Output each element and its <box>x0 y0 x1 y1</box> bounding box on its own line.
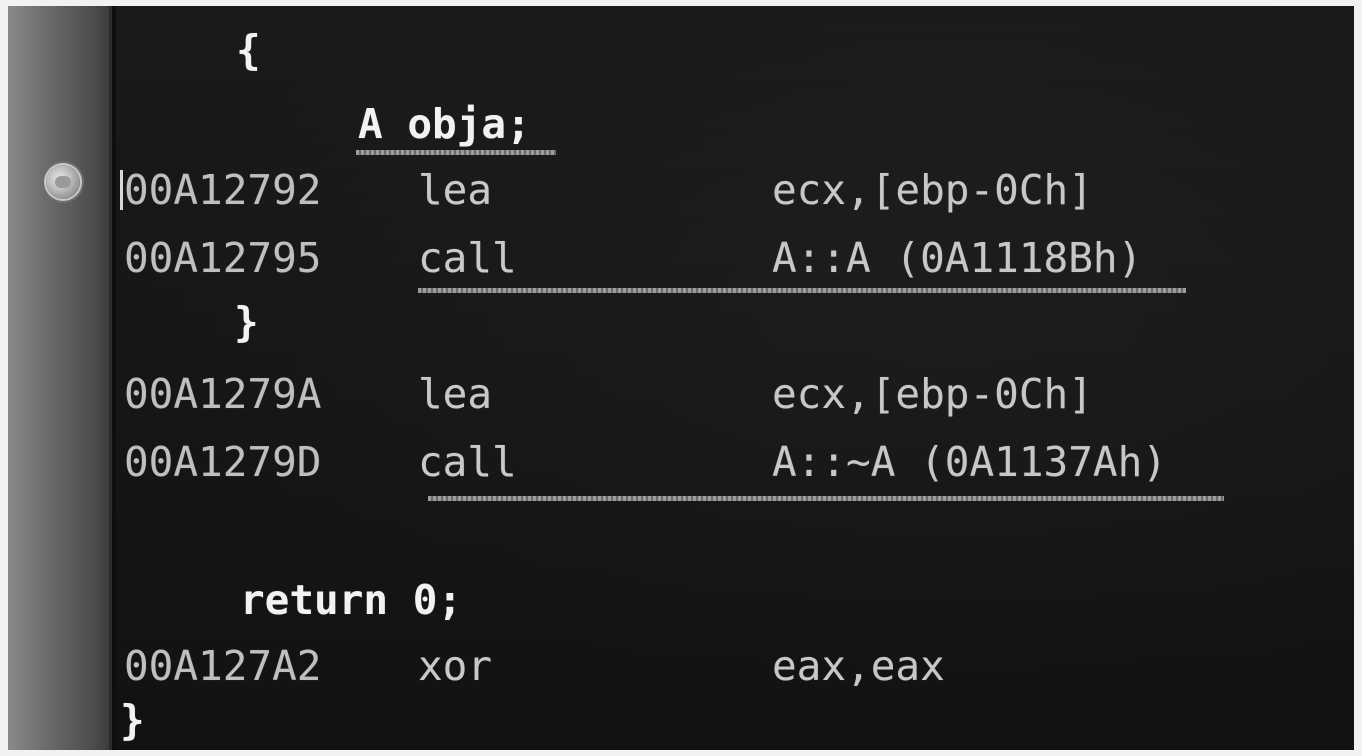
row-mnemonic: call <box>418 234 517 282</box>
declaration-underline <box>356 150 556 155</box>
row-address: 00A12795 <box>124 234 322 282</box>
source-final-brace: } <box>120 696 145 744</box>
source-return: return 0; <box>240 576 463 624</box>
row-operands: A::A (0A1118Bh) <box>772 234 1143 282</box>
row-address: 00A1279D <box>124 438 322 486</box>
source-declaration: A obja; <box>358 100 531 148</box>
row-operands: ecx,[ebp-0Ch] <box>772 370 1093 418</box>
source-close-brace: } <box>234 298 259 346</box>
disassembly-window <box>8 6 1354 750</box>
row-operands: ecx,[ebp-0Ch] <box>772 166 1093 214</box>
row-address: 00A1279A <box>124 370 322 418</box>
row-address: 00A12792 <box>124 166 322 214</box>
row-mnemonic: call <box>418 438 517 486</box>
text-caret <box>120 170 123 210</box>
row-operands: A::~A (0A1137Ah) <box>772 438 1167 486</box>
source-open-brace: { <box>236 26 261 74</box>
row-mnemonic: xor <box>418 642 493 690</box>
row-mnemonic: lea <box>418 166 493 214</box>
row-operands: eax,eax <box>772 642 945 690</box>
row-mnemonic: lea <box>418 370 493 418</box>
call-underline <box>428 496 1224 501</box>
row-address: 00A127A2 <box>124 642 322 690</box>
code-view[interactable] <box>8 6 1354 750</box>
call-underline <box>418 288 1186 293</box>
